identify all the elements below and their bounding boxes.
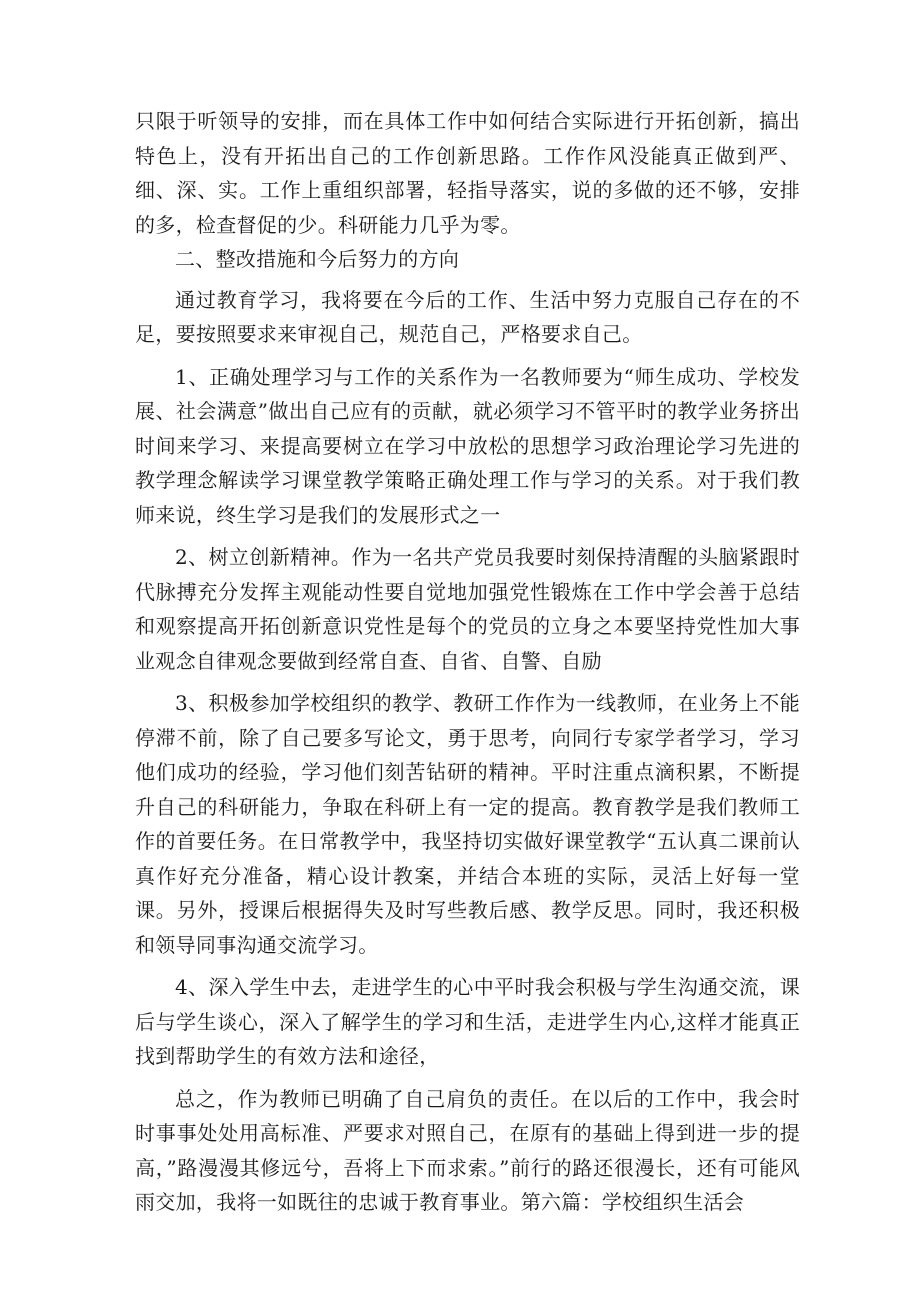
list-item-3: 3、积极参加学校组织的教学、教研工作作为一线教师，在业务上不能停滞不前，除了自己要多写论文，勇于思考，向同行专家学者学习，学习他们成功的经验，学习他们刻苦钻研的精神。平时注重点滴积累，不断提升自己的科研能力，争取在科研上有一定的提高。教育教学是我们教师工作的首要任务。在日常教学中，我坚持切实做好课堂教学“五认真二课前认真作好充分准备，精心设计教案，并结合本班的实际，灵活上好每一堂课。另外，授课后根据得失及时写些教后感、教学反思。同时，我还积极和领导同事沟通交流学习。 [135, 691, 800, 957]
paragraph-shortcomings-continued: 只限于听领导的安排，而在具体工作中如何结合实际进行开拓创新，搞出特色上，没有开拓出自己的工作创新思路。工作作风没能真正做到严、细、深、实。工作上重组织部署，轻指导落实，说的多做的还不够，安排的多，检查督促的少。科研能力几乎为零。 [135, 109, 800, 237]
section-heading-rectification: 二、整改措施和今后努力的方向 [175, 247, 460, 271]
document-body [135, 104, 800, 1220]
paragraph-conclusion: 总之，作为教师已明确了自己肩负的责任。在以后的工作中，我会时时事事处处用高标准、严要求对照自己，在原有的基础上得到进一步的提高，”路漫漫其修远兮，吾将上下而求索。”前行的路还很漫长，还有可能风雨交加，我将一如既往的忠诚于教育事业。第六篇：学校组织生活会 [135, 1086, 800, 1214]
list-item-1: 1、正确处理学习与工作的关系作为一名教师要为“师生成功、学校发展、社会满意”做出自己应有的贡献，就必须学习不管平时的教学业务挤出时间来学习、来提高要树立在学习中放松的思想学习政治理论学习先进的教学理念解读学习课堂教学策略正确处理工作与学习的关系。对于我们教师来说，终生学习是我们的发展形式之一 [135, 364, 800, 527]
list-item-4: 4、深入学生中去，走进学生的心中平时我会积极与学生沟通交流，课后与学生谈心，深入了解学生的学习和生活，走进学生内心,这样才能真正找到帮助学生的有效方法和途径， [135, 975, 800, 1068]
paragraph-intro: 通过教育学习，我将要在今后的工作、生活中努力克服自己存在的不足，要按照要求来审视自己，规范自己，严格要求自己。 [135, 287, 800, 346]
list-item-2: 2、树立创新精神。作为一名共产党员我要时刻保持清醒的头脑紧跟时代脉搏充分发挥主观能动性要自觉地加强党性锻炼在工作中学会善于总结和观察提高开拓创新意识党性是每个的党员的立身之本要坚持党性加大事业观念自律观念要做到经常自查、自省、自警、自励 [135, 545, 800, 673]
